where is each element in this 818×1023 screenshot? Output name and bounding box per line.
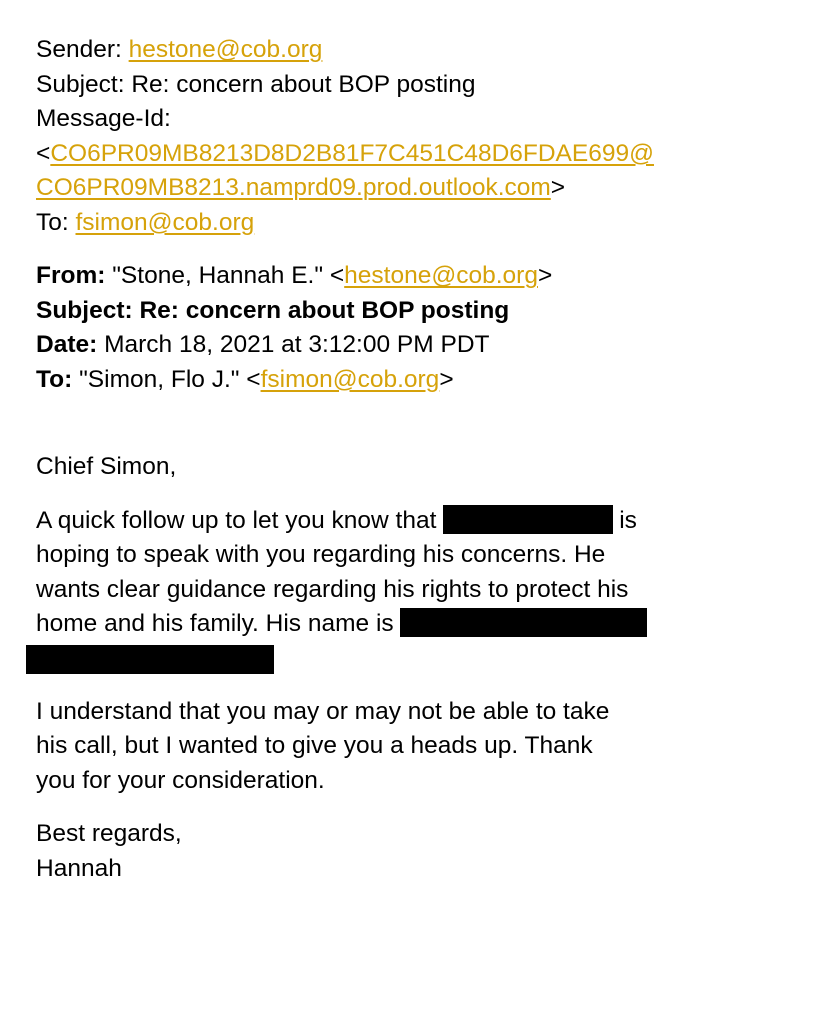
- header-from-name: "Stone, Hannah E." <: [112, 262, 345, 289]
- message-id-link-part-2[interactable]: CO6PR09MB8213.namprd09.prod.outlook.com: [36, 174, 551, 201]
- envelope-to-line: [36, 206, 806, 241]
- spacer: [36, 397, 806, 450]
- message-id-open-bracket: <: [36, 139, 51, 167]
- envelope-message-id-line-2: [36, 171, 806, 206]
- header-subject-line: [36, 294, 806, 329]
- envelope-sender-email-link[interactable]: hestone@cob.org: [128, 36, 323, 63]
- email-document: [36, 33, 806, 886]
- body-p1-line1-end: is: [619, 506, 637, 534]
- body-greeting: Chief Simon,: [36, 453, 177, 480]
- envelope-to-label: To:: [36, 208, 69, 236]
- header-from-line: [36, 259, 806, 294]
- body-paragraph-2-line-3: you for your consideration.: [36, 766, 325, 794]
- envelope-sender-label: Sender:: [36, 36, 122, 63]
- envelope-message-id-label: Message-Id:: [36, 105, 171, 132]
- spacer: [36, 240, 806, 259]
- header-from-email-link[interactable]: hestone@cob.org: [344, 262, 538, 289]
- body-p1-line4-start: home and his family. His name is: [36, 610, 394, 637]
- spacer: [36, 676, 806, 695]
- header-from-label: From:: [36, 262, 106, 289]
- body-signoff: Best regards,: [36, 820, 182, 847]
- body-p1-line1-start: A quick follow up to let you know that: [36, 506, 437, 534]
- body-paragraph-2-line-1: I understand that you may or may not be able to take: [36, 697, 610, 725]
- body-paragraph-1-line-3: wants clear guidance regarding his rights to protect his: [36, 575, 629, 603]
- header-date-line: [36, 328, 806, 363]
- redaction-box: [400, 608, 647, 637]
- body-signature: Hannah: [36, 854, 122, 882]
- header-to-line: [36, 363, 806, 398]
- header-date-value: March 18, 2021 at 3:12:00 PM PDT: [104, 331, 490, 358]
- envelope-message-id-line-1: [36, 137, 806, 172]
- header-to-close: >: [439, 365, 454, 393]
- envelope-sender-line: [36, 33, 806, 68]
- spacer: [36, 798, 806, 817]
- body-paragraph-2-line-2: his call, but I wanted to give you a heads up. Thank: [36, 732, 593, 759]
- message-id-close-bracket: >: [550, 174, 566, 201]
- body-paragraph-1-line-1: [36, 504, 806, 539]
- redaction-box: [443, 505, 613, 534]
- envelope-subject-line: [36, 68, 806, 103]
- header-to-name: "Simon, Flo J." <: [79, 365, 261, 393]
- envelope-subject-label: Subject:: [36, 70, 125, 98]
- body-paragraph-1-line-4: [36, 607, 806, 642]
- envelope-to-email-link[interactable]: fsimon@cob.org: [75, 208, 255, 236]
- redaction-box: [26, 645, 274, 674]
- message-id-link-part-1[interactable]: CO6PR09MB8213D8D2B81F7C451C48D6FDAE699@: [50, 139, 654, 167]
- envelope-subject-value: Re: concern about BOP posting: [131, 70, 476, 98]
- body-paragraph-1-line-2: hoping to speak with you regarding his concerns. He: [36, 541, 606, 568]
- header-from-close: >: [537, 262, 553, 289]
- spacer: [36, 485, 806, 504]
- header-to-email-link[interactable]: fsimon@cob.org: [260, 365, 440, 393]
- header-subject: Subject: Re: concern about BOP posting: [36, 296, 510, 324]
- header-to-label: To:: [36, 365, 73, 393]
- header-date-label: Date:: [36, 331, 98, 358]
